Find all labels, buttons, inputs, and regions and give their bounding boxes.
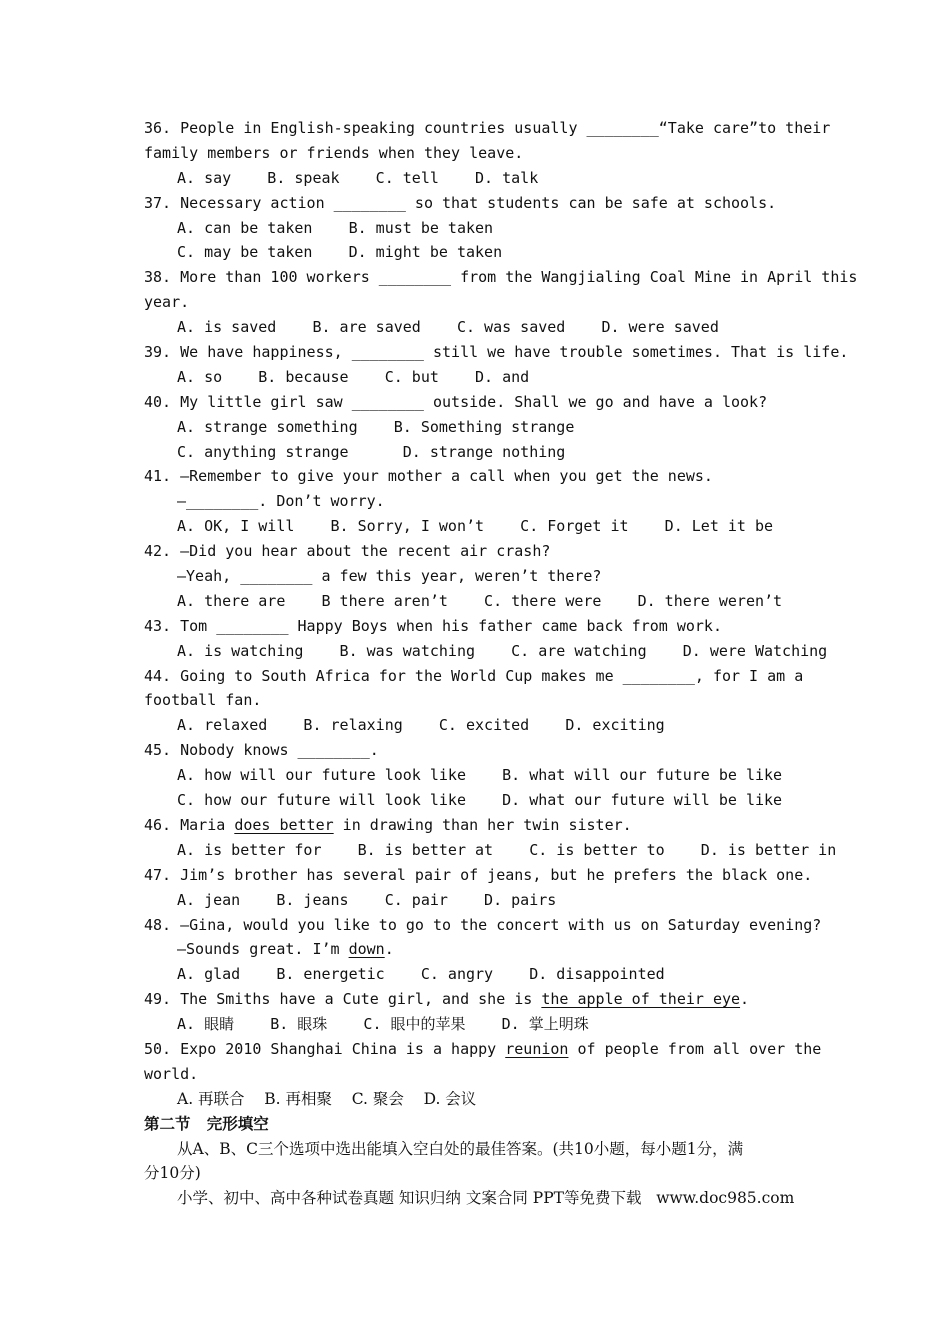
question-text	[144, 813, 814, 838]
text-segment: 49. The Smiths have a Cute girl, and she is	[144, 990, 542, 1009]
text-segment: 46. Maria	[144, 815, 235, 834]
answer-options: A. 再联合 B. 再相聚 C. 聚会 D. 会议	[177, 1089, 477, 1108]
question-text: 43. Tom ________ Happy Boys when his father came back from work.	[144, 616, 722, 635]
question-43	[144, 614, 828, 664]
exam-page	[144, 116, 858, 1211]
question-text: year.	[144, 293, 190, 312]
answer-options: A. is watching B. was watching C. are watching D. were Watching	[177, 641, 828, 660]
question-text: 40. My little girl saw ________ outside. Shall we go and have a look?	[144, 392, 768, 411]
question-38	[144, 265, 858, 340]
underlined-phrase: does better	[234, 815, 334, 834]
text-segment: .	[384, 940, 394, 959]
question-text: 37. Necessary action ________ so that students can be safe at schools.	[144, 193, 777, 212]
underlined-phrase: down	[348, 940, 385, 959]
section-instructions: 从A、B、C三个选项中选出能填入空白处的最佳答案。(共10小题，每小题1分，满	[177, 1139, 744, 1158]
answer-options: A. can be taken B. must be taken	[177, 218, 494, 237]
question-text: 39. We have happiness, ________ still we have trouble sometimes. That is life.	[144, 343, 849, 362]
footer-note: 小学、初中、高中各种试卷真题 知识归纳 文案合同 PPT等免费下载 www.doc985.com	[177, 1189, 795, 1208]
question-text: 38. More than 100 workers ________ from the Wangjialing Coal Mine in April this	[144, 268, 858, 287]
question-40	[144, 390, 814, 465]
answer-options: C. may be taken D. might be taken	[177, 243, 503, 262]
text-segment: in drawing than her twin sister.	[333, 815, 632, 834]
answer-options: A. jean B. jeans C. pair D. pairs	[177, 890, 557, 909]
answer-options: A. strange something B. Something strange	[177, 417, 575, 436]
text-segment: of people from all over the	[568, 1039, 822, 1058]
question-50	[144, 1037, 822, 1112]
question-text: 42. —Did you hear about the recent air crash?	[144, 542, 551, 561]
section-instructions: 分10分)	[144, 1164, 201, 1183]
underlined-phrase: reunion	[505, 1039, 569, 1058]
question-text: —Yeah, ________ a few this year, weren’t there?	[177, 567, 602, 586]
text-segment: 50. Expo 2010 Shanghai China is a happy	[144, 1039, 506, 1058]
question-47	[144, 863, 814, 913]
question-45	[144, 738, 814, 813]
answer-options: A. glad B. energetic C. angry D. disappointed	[177, 965, 665, 984]
section-cloze	[144, 1112, 814, 1187]
answer-options: A. 眼睛 B. 眼珠 C. 眼中的苹果 D. 掌上明珠	[177, 1015, 589, 1034]
question-41	[144, 464, 814, 539]
question-39	[144, 340, 849, 390]
question-46	[144, 813, 837, 863]
question-37	[144, 191, 814, 266]
question-text: 45. Nobody knows ________.	[144, 741, 379, 760]
question-36	[144, 116, 831, 191]
underlined-phrase: the apple of their eye	[541, 990, 741, 1009]
question-text	[144, 987, 814, 1012]
text-segment: —Sounds great. I’m	[177, 940, 349, 959]
question-text: 48. —Gina, would you like to go to the concert with us on Saturday evening?	[144, 915, 822, 934]
question-text: 36. People in English-speaking countries usually ________“Take care”to their	[144, 119, 831, 137]
question-text: 41. —Remember to give your mother a call when you get the news.	[144, 467, 713, 486]
answer-options: A. is better for B. is better at C. is better to D. is better in	[177, 840, 837, 859]
answer-options: C. how our future will look like D. what our future will be like	[177, 791, 783, 810]
answer-options: A. there are B there aren’t C. there were D. there weren’t	[177, 591, 783, 610]
answer-options: A. relaxed B. relaxing C. excited D. exciting	[177, 716, 665, 735]
answer-options: A. OK, I will B. Sorry, I won’t C. Forget it D. Let it be	[177, 517, 774, 536]
answer-options: A. is saved B. are saved C. was saved D. were saved	[177, 318, 719, 337]
question-text: world.	[144, 1064, 199, 1083]
question-49	[144, 987, 814, 1037]
question-text: 47. Jim’s brother has several pair of jeans, but he prefers the black one.	[144, 865, 813, 884]
question-48	[144, 913, 822, 988]
question-text: 44. Going to South Africa for the World Cup makes me ________, for I am a	[144, 666, 804, 685]
question-text	[144, 937, 814, 962]
answer-options: A. say B. speak C. tell D. talk	[177, 168, 539, 187]
text-segment: .	[740, 990, 750, 1009]
answer-options: A. so B. because C. but D. and	[177, 367, 530, 386]
question-text: football fan.	[144, 691, 262, 710]
question-text: family members or friends when they leave.	[144, 143, 524, 162]
answer-options: A. how will our future look like B. what will our future be like	[177, 766, 783, 785]
question-text: —________. Don’t worry.	[177, 492, 385, 511]
question-42	[144, 539, 814, 614]
section-heading: 第二节 完形填空	[144, 1113, 269, 1133]
answer-options: C. anything strange D. strange nothing	[177, 442, 566, 461]
question-44	[144, 664, 814, 739]
question-text	[144, 1037, 822, 1062]
